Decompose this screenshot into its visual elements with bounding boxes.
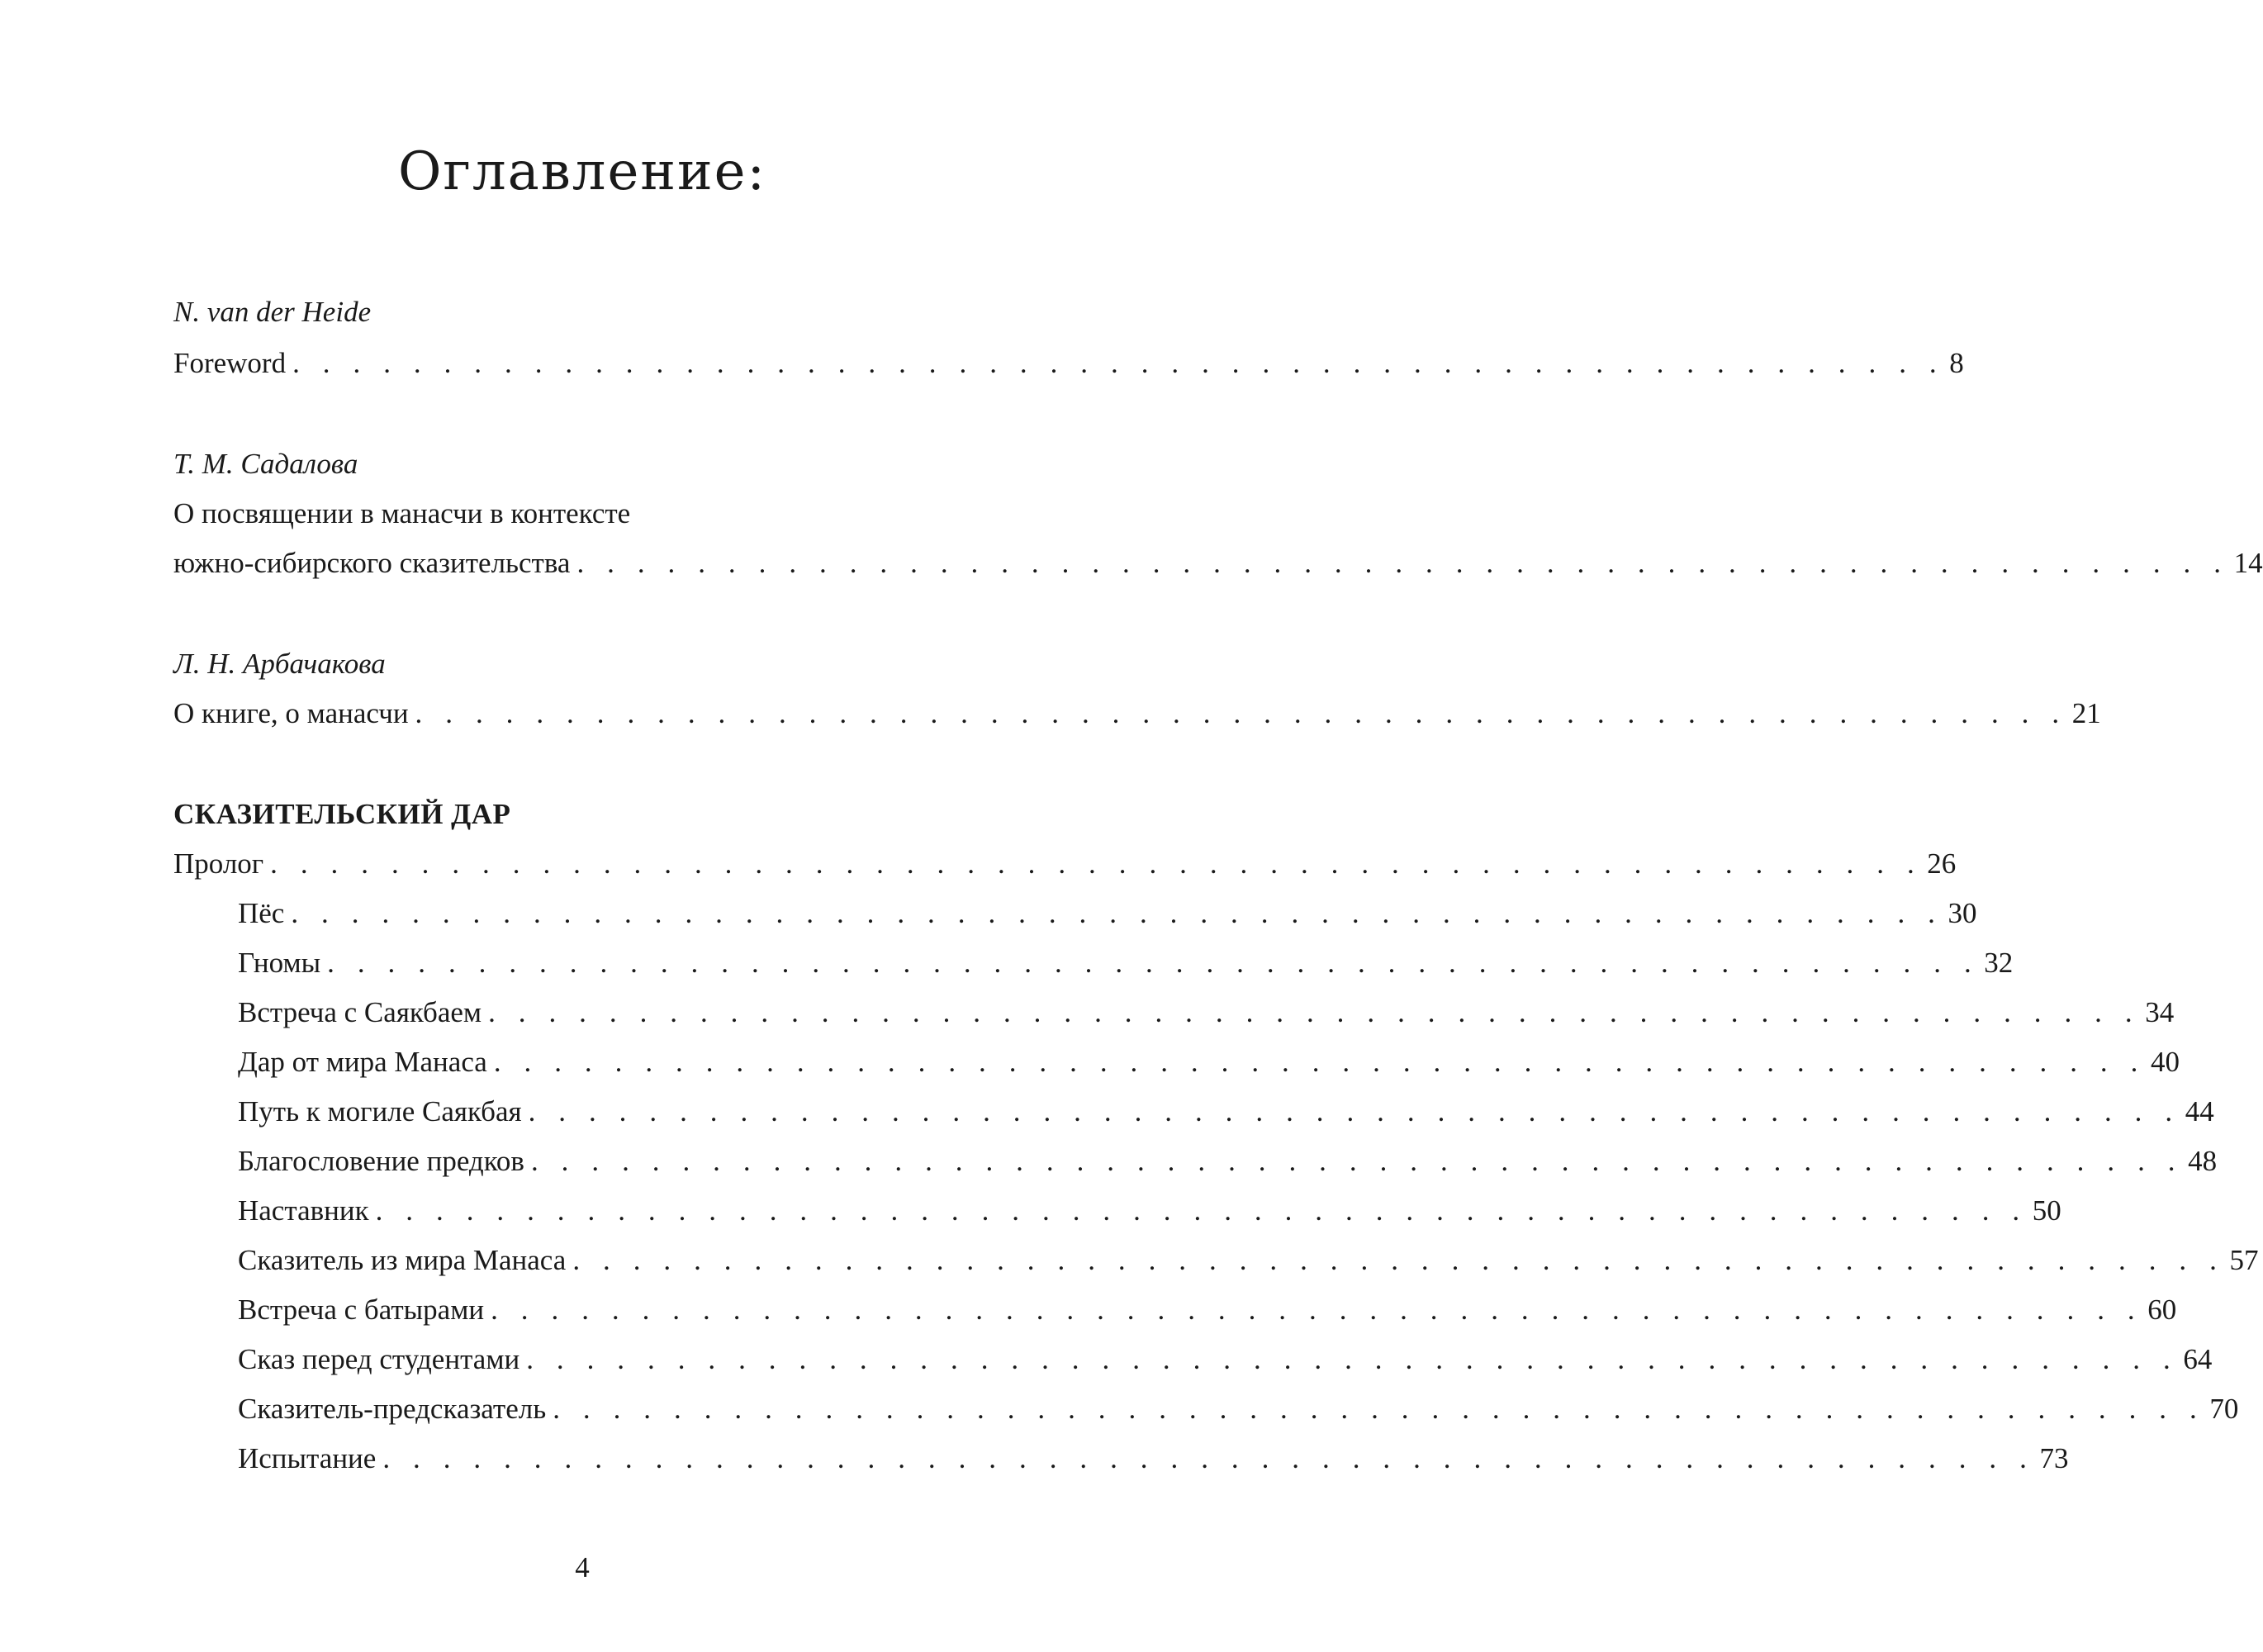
- toc-subentry[interactable]: [238, 1044, 2180, 1080]
- toc-entry[interactable]: [173, 695, 2101, 732]
- toc-entry[interactable]: [173, 345, 1964, 382]
- dot-leader: . . . . . . . . . . . . . . . . . . . . . . . . . . . . . . . . . . . . . . . . . . . . . . . . . . . . . . .: [530, 1145, 2184, 1177]
- dot-leader: . . . . . . . . . . . . . . . . . . . . . . . . . . . . . . . . . . . . . . . . . . . . . . . . . . . . . . .: [375, 1194, 2028, 1227]
- toc-entry-label: О книге, о манасчи: [173, 697, 409, 729]
- dot-leader: . . . . . . . . . . . . . . . . . . . . . . . . . . . . . . . . . . . . . . . . . . . . . . . . . . . . . . .: [576, 547, 2229, 579]
- toc-entry-label: Благословение предков: [238, 1145, 524, 1177]
- author-name: Л. Н. Арбачакова: [173, 648, 386, 680]
- toc-entry-label: Встреча с батырами: [238, 1294, 485, 1326]
- page-number: 4: [575, 1551, 590, 1583]
- toc-entry-page: 21: [2071, 697, 2101, 729]
- dot-leader: . . . . . . . . . . . . . . . . . . . . . . . . . . . . . . . . . . . . . . . . . . . . . . . . . . . . . . .: [415, 697, 2067, 729]
- toc-entry-page: 73: [2039, 1442, 2069, 1474]
- toc-entry-label: Пёс: [238, 897, 285, 929]
- toc-entry-page: 32: [1984, 947, 2014, 979]
- dot-leader: . . . . . . . . . . . . . . . . . . . . . . . . . . . . . . . . . . . . . . . . . . . . . . . . . . . . . . .: [291, 897, 1943, 929]
- dot-leader: . . . . . . . . . . . . . . . . . . . . . . . . . . . . . . . . . . . . . . . . . . . . . . . . . . . . . . .: [528, 1095, 2180, 1127]
- dot-leader: . . . . . . . . . . . . . . . . . . . . . . . . . . . . . . . . . . . . . . . . . . . . . . . . . . . . . . .: [572, 1244, 2225, 1276]
- toc-entry-label: Дар от мира Манаса: [238, 1046, 487, 1078]
- toc-subentry[interactable]: [238, 1391, 2239, 1427]
- dot-leader: . . . . . . . . . . . . . . . . . . . . . . . . . . . . . . . . . . . . . . . . . . . . . . . . . . . . . . .: [553, 1393, 2205, 1425]
- toc-entry-label: Наставник: [238, 1194, 369, 1227]
- toc-entry-label: Путь к могиле Саякбая: [238, 1095, 522, 1127]
- toc-entry-page: 48: [2188, 1145, 2218, 1177]
- toc-entry-label: Foreword: [173, 347, 287, 379]
- toc-entry-label: Сказ перед студентами: [238, 1343, 520, 1375]
- toc-entry-page: 14: [2233, 547, 2263, 579]
- toc-entry-page: 30: [1948, 897, 1977, 929]
- toc-entry-page: 40: [2150, 1046, 2180, 1078]
- toc-entry-page: 44: [2185, 1095, 2214, 1127]
- toc-entry-page: 60: [2147, 1294, 2177, 1326]
- toc-entry-label: Встреча с Саякбаем: [238, 996, 482, 1028]
- dot-leader: . . . . . . . . . . . . . . . . . . . . . . . . . . . . . . . . . . . . . . . . . . . . . . . . . . . . . . .: [292, 347, 1945, 379]
- toc-entry-page: 26: [1927, 847, 1957, 880]
- dot-leader: . . . . . . . . . . . . . . . . . . . . . . . . . . . . . . . . . . . . . . . . . . . . . . . . . . . . . . .: [526, 1343, 2179, 1375]
- toc-subentry[interactable]: [238, 995, 2175, 1031]
- author-name: N. van der Heide: [173, 296, 372, 328]
- toc-entry-prologue[interactable]: [173, 846, 1957, 882]
- toc-entry-page: 64: [2183, 1343, 2213, 1375]
- toc-entry-label: Пролог: [173, 847, 264, 880]
- toc-entry-page: 8: [1949, 347, 1964, 379]
- toc-entry-line: О посвящении в манасчи в контексте: [173, 497, 631, 529]
- toc-subentry[interactable]: [238, 1292, 2177, 1328]
- toc-entry[interactable]: [173, 545, 2263, 582]
- toc-entry-label: Сказитель из мира Манаса: [238, 1244, 567, 1276]
- toc-subentry[interactable]: [238, 1143, 2218, 1180]
- toc-subentry[interactable]: [238, 895, 1977, 932]
- dot-leader: . . . . . . . . . . . . . . . . . . . . . . . . . . . . . . . . . . . . . . . . . . . . . . . . . . . . . . .: [491, 1294, 2143, 1326]
- toc-subentry[interactable]: [238, 1193, 2061, 1229]
- toc-entry-page: 50: [2032, 1194, 2061, 1227]
- page-title: Оглавление:: [397, 141, 767, 202]
- toc-subentry[interactable]: [238, 1094, 2214, 1130]
- toc-subentry[interactable]: [238, 1341, 2213, 1378]
- dot-leader: . . . . . . . . . . . . . . . . . . . . . . . . . . . . . . . . . . . . . . . . . . . . . . . . . . . . . . .: [382, 1442, 2035, 1474]
- author-name: Т. М. Садалова: [173, 448, 358, 480]
- toc-subentry[interactable]: [238, 1242, 2259, 1279]
- toc-subentry[interactable]: [238, 945, 2014, 981]
- toc-entry-label: южно-сибирского сказительства: [173, 547, 571, 579]
- dot-leader: . . . . . . . . . . . . . . . . . . . . . . . . . . . . . . . . . . . . . . . . . . . . . . . . . . . . . . .: [488, 996, 2141, 1028]
- toc-entry-page: 34: [2145, 996, 2175, 1028]
- dot-leader: . . . . . . . . . . . . . . . . . . . . . . . . . . . . . . . . . . . . . . . . . . . . . . . . . . . . . . .: [270, 847, 1923, 880]
- toc-entry-label: Гномы: [238, 947, 321, 979]
- dot-leader: . . . . . . . . . . . . . . . . . . . . . . . . . . . . . . . . . . . . . . . . . . . . . . . . . . . . . . .: [493, 1046, 2146, 1078]
- toc-entry-page: 70: [2209, 1393, 2239, 1425]
- toc-subentry[interactable]: [238, 1441, 2069, 1477]
- toc-entry-label: Испытание: [238, 1442, 377, 1474]
- section-heading: СКАЗИТЕЛЬСКИЙ ДАР: [173, 798, 511, 830]
- toc-entry-page: 57: [2229, 1244, 2259, 1276]
- toc-entry-label: Сказитель-предсказатель: [238, 1393, 547, 1425]
- dot-leader: . . . . . . . . . . . . . . . . . . . . . . . . . . . . . . . . . . . . . . . . . . . . . . . . . . . . . . .: [327, 947, 1980, 979]
